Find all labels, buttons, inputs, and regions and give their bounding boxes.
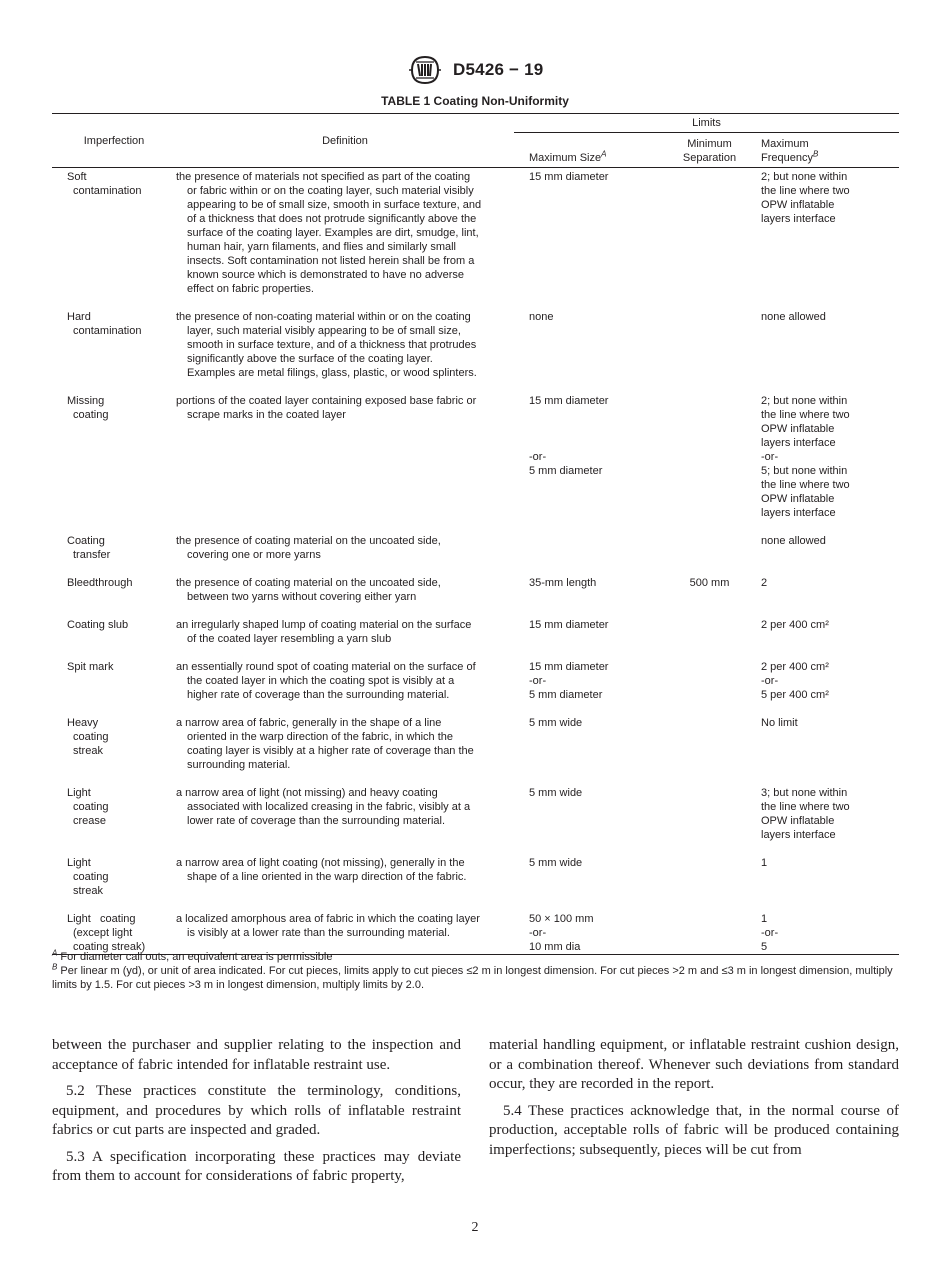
- table-row: [52, 786, 899, 856]
- minimum-separation-cell: [658, 912, 761, 955]
- table-title: TABLE 1 Coating Non-Uniformity: [381, 94, 569, 108]
- maximum-frequency-cell: 2; but none within the line where two OPW inflatable layers interface: [761, 171, 850, 225]
- definition-cell: an irregularly shaped lump of coating material on the surface of the coated layer resembling a yarn slub: [176, 619, 472, 645]
- maximum-frequency-cell: 1: [761, 857, 768, 869]
- definition-cell: an essentially round spot of coating material on the surface of the coated layer in which the coating spot is visibly at a higher rate of coverage than the surrounding material.: [176, 661, 476, 701]
- footnote-a: $^A$ For diameter call outs, an equivalent area is permissible: [52, 948, 333, 963]
- body-column-left: [52, 1036, 461, 1194]
- paragraph-5-3: 5.3 A specification incorporating these practices may deviate from them to account for considerations of fabric property,: [52, 1148, 461, 1184]
- header-imperfection: Imperfection: [52, 114, 176, 168]
- maximum-size-cell: 15 mm diameter -or- 5 mm diameter: [529, 661, 609, 701]
- imperfection-cell: Coating slub: [67, 619, 129, 631]
- minimum-separation-cell: [658, 618, 761, 660]
- definition-cell: a narrow area of light (not missing) and heavy coating associated with localized creasing in the fabric, visibly at a lower rate of coverage than the surrounding material.: [176, 787, 471, 827]
- footnote-b: $^B$ Per linear m (yd), or unit of area indicated. For cut pieces, limits apply to cut pieces ≤2 m in longest dimension. For cut pieces >2 m and ≤3 m in longest dimension, multiply limits by 1.5. For cut pieces >3 m in longest dimension, multiply limits by 2.0.: [52, 962, 893, 991]
- imperfection-cell: Heavy coating streak: [67, 717, 109, 757]
- definition-cell: a narrow area of light coating (not missing), generally in the shape of a line oriented in the warp direction of the fabric.: [176, 857, 467, 883]
- table-row: [52, 168, 899, 311]
- coating-table: [52, 113, 899, 955]
- definition-cell: the presence of coating material on the uncoated side, covering one or more yarns: [176, 535, 441, 561]
- maximum-size-cell: 5 mm wide: [529, 787, 583, 799]
- imperfection-cell: Light coating streak: [67, 857, 109, 897]
- definition-cell: a localized amorphous area of fabric in which the coating layer is visibly at a lower rate than the surrounding material.: [176, 912, 514, 955]
- maximum-size-cell: 15 mm diameter: [529, 171, 609, 183]
- minimum-separation-cell: [658, 660, 761, 716]
- imperfection-cell: Coating transfer: [67, 535, 111, 561]
- table-footnotes: [52, 950, 902, 992]
- imperfection-cell: Bleedthrough: [67, 577, 133, 589]
- table-row: [52, 912, 899, 955]
- paragraph-continued: between the purchaser and supplier relating to the inspection and acceptance of fabric intended for inflatable restraint use.: [52, 1037, 461, 1073]
- minimum-separation-cell: [658, 856, 761, 912]
- astm-logo-icon: [407, 54, 443, 86]
- paragraph-5-4: 5.4 These practices acknowledge that, in the normal course of production, acceptable rolls of fabric will be produced containing imperfections; subsequently, pieces will be cut from: [489, 1102, 899, 1158]
- table-row: [52, 394, 899, 534]
- maximum-frequency-cell: none allowed: [761, 535, 826, 547]
- maximum-frequency-cell: 2: [761, 577, 768, 589]
- paragraph-5-3-continued: material handling equipment, or inflatable restraint cushion design, or a combination thereof. Whenever such deviations from standard occur, they are recorded in the report.: [489, 1037, 899, 1092]
- table-row: [52, 660, 899, 716]
- maximum-size-cell: [514, 534, 658, 576]
- header-maximum-size: Maximum Size$^A$: [514, 133, 658, 168]
- definition-cell: the presence of coating material on the uncoated side, between two yarns without covering either yarn: [176, 577, 441, 603]
- paragraph-5-2: 5.2 These practices constitute the terminology, conditions, equipment, and procedures by which rolls of inflatable restraint fabrics or cut parts are inspected and graded.: [52, 1083, 461, 1138]
- maximum-frequency-cell: none allowed: [761, 311, 826, 323]
- imperfection-cell: Hard contamination: [67, 311, 142, 337]
- imperfection-cell: Light coating (except light coating streak): [52, 912, 176, 955]
- maximum-size-cell: 35-mm length: [529, 577, 597, 589]
- maximum-frequency-cell: 2 per 400 cm² -or- 5 per 400 cm²: [761, 661, 829, 701]
- table-row: [52, 534, 899, 576]
- imperfection-cell: Soft contamination: [67, 171, 142, 197]
- imperfection-cell: Light coating crease: [67, 787, 109, 827]
- maximum-size-cell: 5 mm wide: [529, 717, 583, 729]
- maximum-size-cell: none: [529, 311, 554, 323]
- table-row: [52, 856, 899, 912]
- header-minimum-separation: Minimum Separation: [658, 133, 761, 168]
- header-maximum-frequency: Maximum Frequency$^B$: [761, 133, 899, 168]
- minimum-separation-cell: [658, 534, 761, 576]
- maximum-frequency-cell: 1 -or- 5: [761, 912, 899, 955]
- imperfection-cell: Missing coating: [67, 395, 109, 421]
- table-row: [52, 618, 899, 660]
- maximum-size-cell: 15 mm diameter -or- 5 mm diameter: [529, 395, 609, 477]
- definition-cell: the presence of materials not specified as part of the coating or fabric within or on the coating layer, such material visibly appearing to be of small size, smooth in surface texture, and of a thickness that does not protrude significantly above the surface of the coating layer. Examples are dirt, smudge, lint, human hair, yarn filaments, and flies and similarly small insects. Soft contamination not listed herein shall be from a known source which is demonstrated to have no adverse effect on fabric properties.: [176, 171, 482, 295]
- minimum-separation-cell: [658, 394, 761, 534]
- minimum-separation-cell: 500 mm: [689, 577, 730, 589]
- minimum-separation-cell: [658, 716, 761, 786]
- page-number: 2: [471, 1220, 479, 1235]
- definition-cell: portions of the coated layer containing exposed base fabric or scrape marks in the coated layer: [176, 395, 477, 421]
- definition-cell: a narrow area of fabric, generally in the shape of a line oriented in the warp direction of the fabric, in which the coating layer is visibly at a higher rate of coverage than the surrounding material.: [176, 717, 474, 771]
- definition-cell: the presence of non-coating material within or on the coating layer, such material visibly appearing to be of small size, smooth in surface texture, and of a thickness that protrudes significantly above the surface of the coating layer. Examples are metal filings, glass, plastic, or wood splinters.: [176, 311, 477, 379]
- table-row: [52, 576, 899, 618]
- minimum-separation-cell: [658, 168, 761, 311]
- header-definition: Definition: [176, 114, 514, 168]
- minimum-separation-cell: [658, 310, 761, 394]
- maximum-frequency-cell: 2; but none within the line where two OPW inflatable layers interface -or- 5; but none within the line where two OPW inflatable layers interface: [761, 395, 850, 519]
- maximum-frequency-cell: 3; but none within the line where two OPW inflatable layers interface: [761, 787, 850, 841]
- table-row: [52, 310, 899, 394]
- imperfection-cell: Spit mark: [67, 661, 114, 673]
- maximum-size-cell: 5 mm wide: [529, 857, 583, 869]
- table-row: [52, 716, 899, 786]
- page-header: [0, 54, 950, 86]
- header-limits: Limits: [514, 114, 899, 133]
- maximum-size-cell: 50 × 100 mm -or- 10 mm dia: [514, 912, 658, 955]
- body-column-right: [489, 1036, 899, 1167]
- maximum-frequency-cell: 2 per 400 cm²: [761, 619, 829, 631]
- document-id: D5426 − 19: [453, 60, 544, 79]
- maximum-frequency-cell: No limit: [761, 717, 798, 729]
- maximum-size-cell: 15 mm diameter: [529, 619, 609, 631]
- minimum-separation-cell: [658, 786, 761, 856]
